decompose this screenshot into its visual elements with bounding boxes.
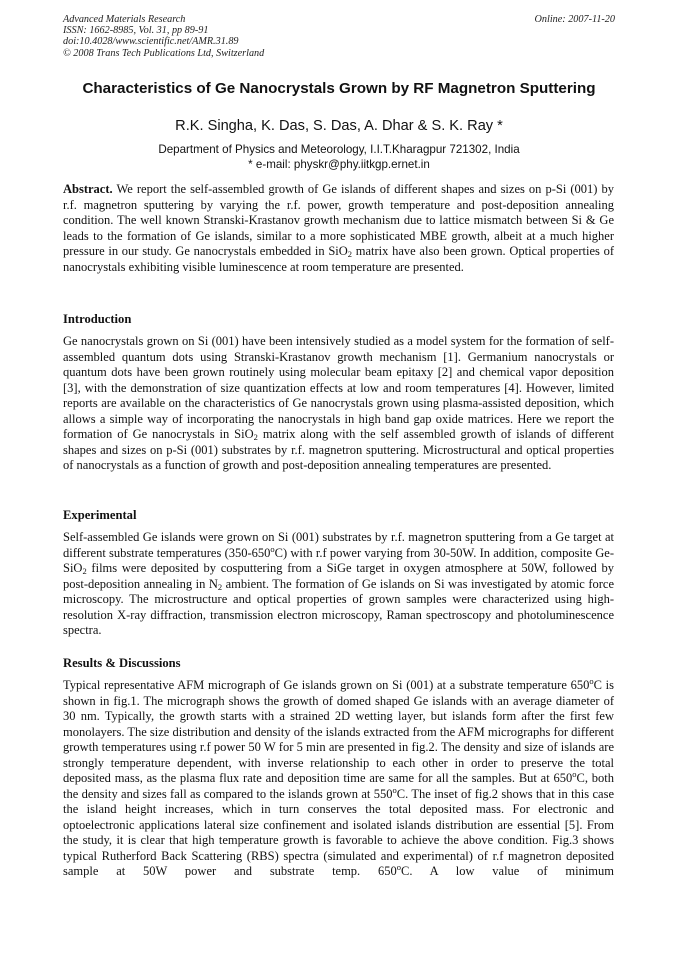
- abstract: [63, 182, 614, 275]
- online-date: Online: 2007-11-20: [534, 14, 615, 25]
- results-superscript-1: o: [589, 676, 594, 686]
- results-text-4: C. The inset of fig.2 shows that in this case the island height increases, which in turn conserves the total deposited mass. For electronic and optoelectronic applications lateral size confinement and isolated islands distribution are essential [5]. From the study, it is clear that high temperature growth is favorable to achieve the above condition. Fig.3 shows typical Rutherford Back Scattering (RBS) spectra (simulated and experimental) of r.f magnetron deposited sample at 50W power and substrate temp. 650: [63, 786, 614, 878]
- exp-subscript-2: 2: [217, 581, 223, 592]
- affiliation-block: [30, 143, 648, 172]
- exp-superscript: o: [270, 543, 275, 554]
- exp-text-4: ambient. The formation of Ge islands on Si was investigated by atomic force microscopy. The microstructure and optical properties of grown samples were characterized using high-resolution X-ray diffraction, transmission electron microscopy, Raman spectroscopy and photoluminescence spectra.: [63, 576, 615, 637]
- results-text-2: C is shown in fig.1. The micrograph shows the growth of domed shaped Ge islands with an average diameter of 30 nm. Typically, the growth starts with a strained 2D wetting layer, but islands form after the first few monolayers. The size distribution and density of the islands extracted from the AFM micrographs for different growth temperatures using r.f power 50 W for 5 min are presented in fig.2. The density and size of islands are strongly temperature dependent, with inverse relationship to each other in order to preserve the total deposited mass, as the plasma flux rate and deposition time are same for all the samples. But at 650: [63, 678, 614, 785]
- paper-title: Characteristics of Ge Nanocrystals Grown by RF Magnetron Sputtering: [82, 80, 596, 97]
- journal-name: Advanced Materials Research: [63, 14, 186, 25]
- intro-text-2: matrix along with the self assembled growth of islands of different shapes and sizes on p-Si (001) substrates by r.f. magnetron sputtering. Microstructural and optical properties of nanocrystals as a function of growth and post-deposition annealing temperatures are presented.: [63, 427, 615, 472]
- corresponding-email: * e-mail: physkr@phy.iitkgp.ernet.in: [248, 157, 430, 171]
- intro-text-1: Ge nanocrystals grown on Si (001) have been intensively studied as a model system for the formation of self-assembled quantum dots using Stranski-Krastanov growth mechanism [1]. Germanium nanocrystals or quantum dots have been grown routinely using molecular beam epitaxy [2] and chemical vapor deposition [3], with the demonstration of size quantization effects at low and room temperatures [4]. However, limited reports are available on the characteristics of Ge nanocrystals grown using plasma-assisted deposition, which allows a simple way of incorporating the nanocrystals in high band gap oxide matrices. Here we report the formation of Ge nanocrystals in SiO: [63, 334, 614, 441]
- abstract-text-1: We report the self-assembled growth of Ge islands of different shapes and sizes on p-Si (001) by r.f. magnetron sputtering by varying the r.f. power, growth temperature and post-deposition annealing condition. The well known Stranski-Krastanov growth mechanism due to lattice mismatch between Si & Ge leads to the formation of Ge islands, similar to a more sophisticated MBE growth, albeit at a much higher pressure in our study. Ge nanocrystals embedded in SiO: [63, 182, 614, 258]
- copyright-line: © 2008 Trans Tech Publications Ltd, Switzerland: [63, 47, 265, 59]
- abstract-text-2: matrix have also been grown. Optical properties of nanocrystals exhibiting visible luminescence at room temperature are presented.: [63, 244, 614, 274]
- doi-line: doi:10.4028/www.scientific.net/AMR.31.89: [63, 36, 239, 48]
- experimental-body: [63, 530, 614, 639]
- introduction-heading: Introduction: [63, 312, 132, 326]
- introduction-body: [63, 334, 614, 474]
- exp-subscript-1: 2: [82, 566, 87, 576]
- intro-subscript: 2: [253, 432, 258, 442]
- results-text-5: C. A low value of minimum: [401, 864, 614, 878]
- results-superscript-3: o: [392, 784, 397, 795]
- affiliation: Department of Physics and Meteorology, I.I.T.Kharagpur 721302, India: [158, 143, 520, 156]
- results-body: [63, 678, 614, 880]
- results-heading: Results & Discussions: [63, 656, 181, 670]
- exp-text-3: films were deposited by cosputtering from a SiGe target in oxygen atmosphere at 50W, followed by post-deposition annealing in N: [63, 561, 614, 591]
- author-list: R.K. Singha, K. Das, S. Das, A. Dhar & S. K. Ray *: [175, 118, 503, 134]
- exp-text-2: C) with r.f power varying from 30-50W. In addition, composite Ge-SiO: [63, 545, 614, 575]
- abstract-subscript: 2: [347, 249, 353, 259]
- results-superscript-2: o: [572, 769, 577, 779]
- results-text-1: Typical representative AFM micrograph of Ge islands grown on Si (001) at a substrate temperature 650: [63, 678, 590, 692]
- exp-text-1: Self-assembled Ge islands were grown on Si (001) substrates by r.f. magnetron sputtering from a Ge target at different substrate temperatures (350-650: [63, 530, 614, 560]
- abstract-label: Abstract.: [63, 182, 113, 196]
- journal-header: [63, 14, 615, 59]
- results-text-3: C, both the density and sizes fall as compared to the islands grown at 550: [63, 771, 614, 801]
- experimental-heading: Experimental: [63, 508, 137, 522]
- issn-line: ISSN: 1662-8985, Vol. 31, pp 89-91: [63, 25, 209, 37]
- results-superscript-4: o: [396, 862, 401, 872]
